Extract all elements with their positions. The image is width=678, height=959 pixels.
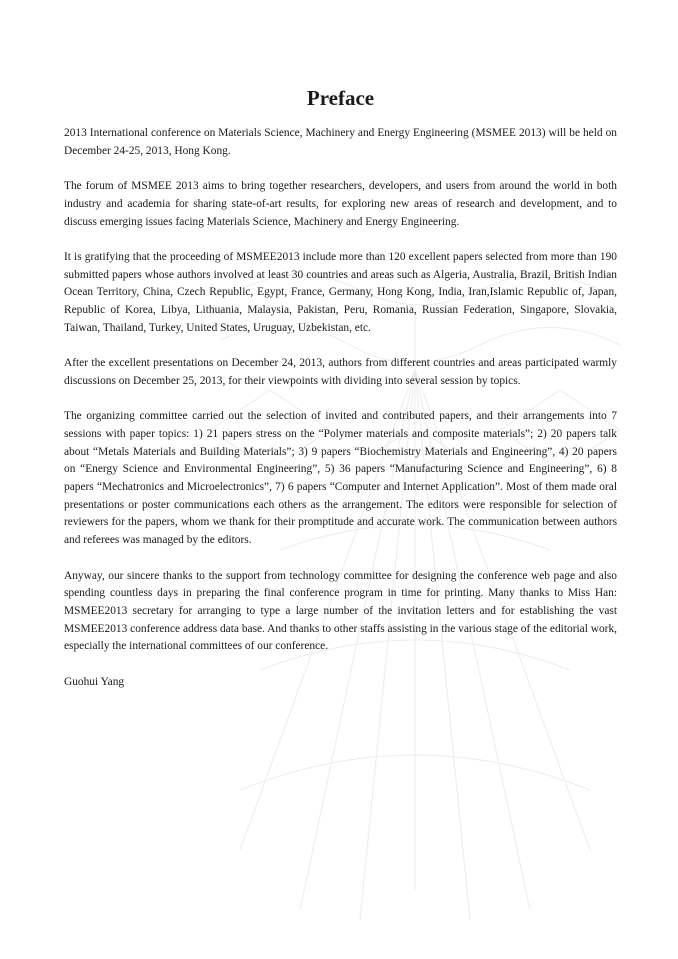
author-signature: Guohui Yang (64, 675, 125, 688)
paragraph-forum: The forum of MSMEE 2013 aims to bring together researchers, developers, and users from around the world in both industry and academia for sharing state-of-art results, for exploring new areas of research and development, and to discuss emerging issues facing Materials Science, Machinery and Energy Engineering. (64, 180, 617, 228)
paragraph-proceedings: It is gratifying that the proceeding of MSMEE2013 include more than 120 excellent papers selected from more than 190 submitted papers whose authors involved at least 30 countries and areas such as Algeria, Australia, Brazil, British Indian Ocean Territory, China, Czech Republic, Egypt, France, Germany, Hong Kong, India, Iran,Islamic Republic of, Japan, Republic of Korea, Libya, Lithuania, Malaysia, Pakistan, Peru, Romania, Russian Federation, Singapore, Slovakia, Taiwan, Thailand, Turkey, United States, Uruguay, Uzbekistan, etc. (64, 250, 617, 334)
paragraph-presentations: After the excellent presentations on December 24, 2013, authors from different countries and areas participated warmly discussions on December 25, 2013, for their viewpoints with dividing into several session by topics. (64, 357, 617, 387)
preface-page (64, 84, 617, 691)
paragraph-thanks: Anyway, our sincere thanks to the support from technology committee for designing the conference web page and also spending countless days in preparing the final conference program in time for printing. Many thanks to Miss Han: MSMEE2013 secretary for arranging to type a large number of the invitation letters and for establishing the vast MSMEE2013 conference address data base. And thanks to other staffs assisting in the various stage of the editorial work, especially the international committees of our conference. (64, 569, 617, 653)
page-title: Preface (306, 86, 375, 110)
paragraph-sessions: The organizing committee carried out the selection of invited and contributed papers, and their arrangements into 7 sessions with paper topics: 1) 21 papers stress on the “Polymer materials and composite materials”; 2) 20 papers talk about “Metals Materials and Building Materials”; 3) 9 papers “Biochemistry Materials and Engineering”, 4) 20 papers on “Energy Science and Environmental Engineering”, 5) 36 papers “Manufacturing Science and Engineering”, 6) 8 papers “Mechatronics and Microelectronics”, 7) 6 papers “Computer and Internet Application”. Most of them made oral presentations or poster communications each others as the arrangement. The editors were responsible for selection of reviewers for the papers, whom we thank for their promptitude and accurate work. The communication between authors and referees was managed by the editors. (64, 410, 617, 547)
paragraph-intro: 2013 International conference on Materials Science, Machinery and Energy Engineering (MSMEE 2013) will be held on December 24-25, 2013, Hong Kong. (64, 127, 617, 157)
